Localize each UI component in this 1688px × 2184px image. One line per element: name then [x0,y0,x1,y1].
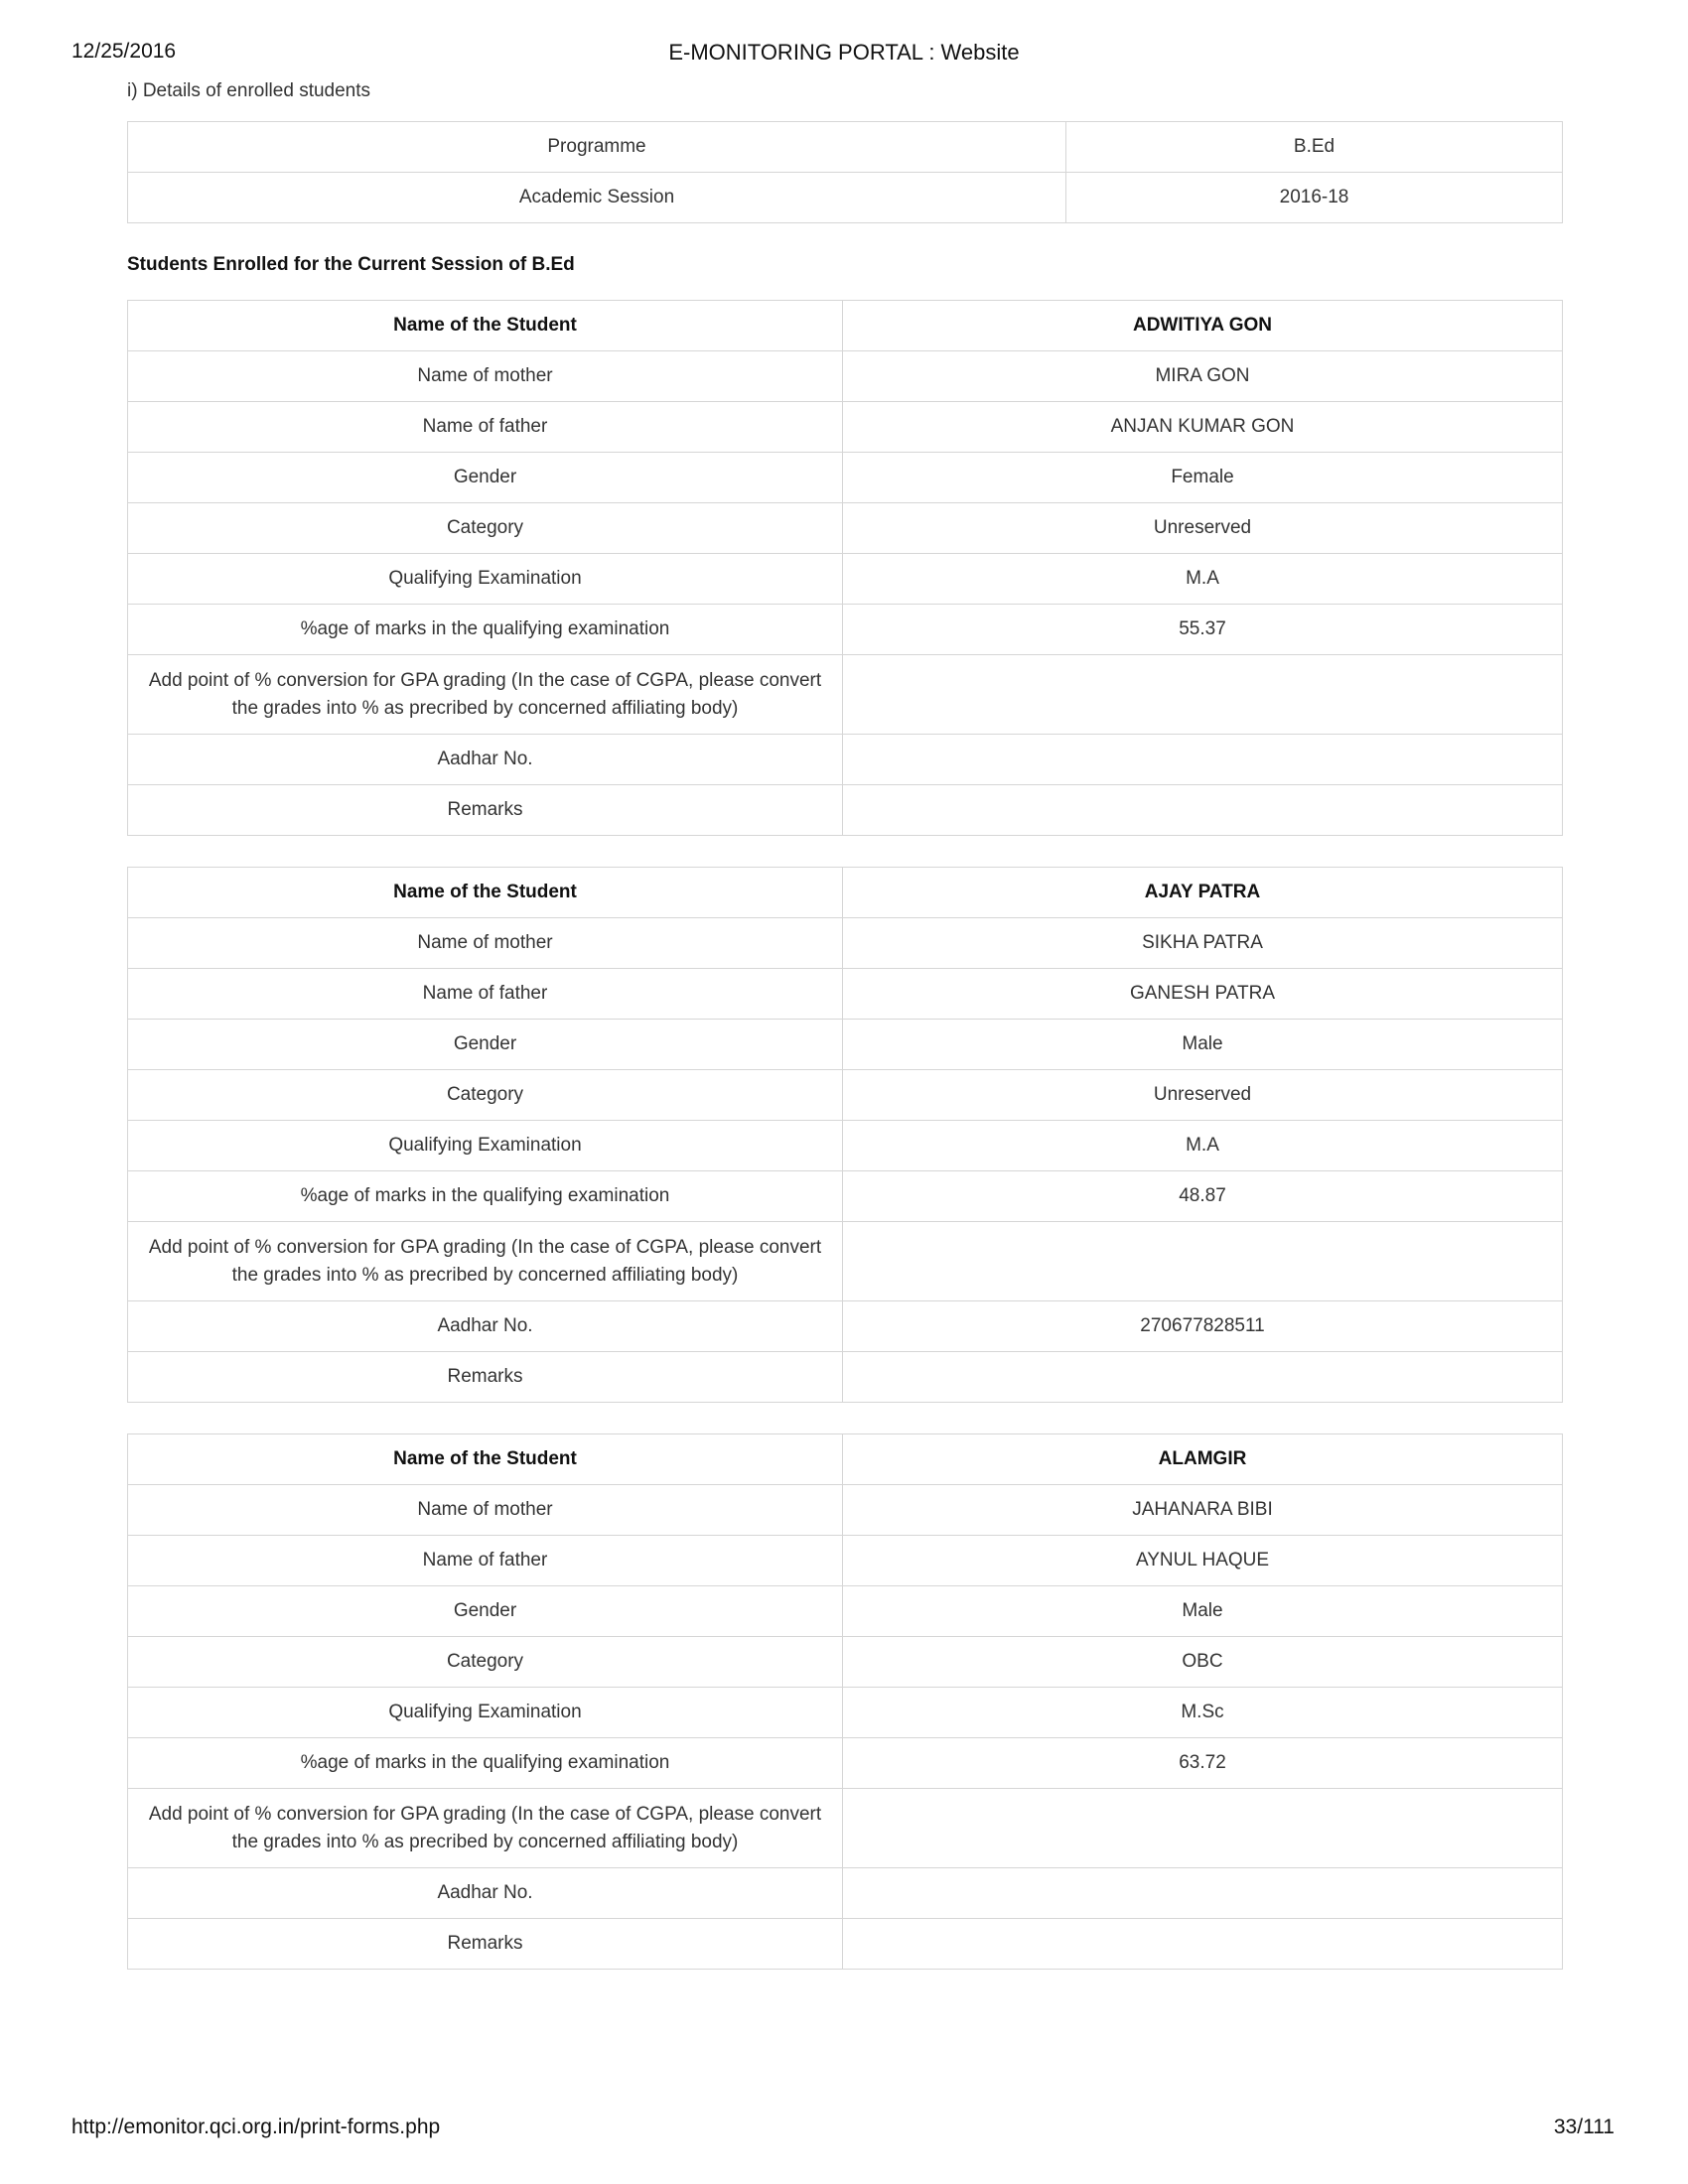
marks-row [128,605,1563,655]
gpa-value [843,655,1563,735]
programme-row [128,122,1563,173]
marks-row [128,1738,1563,1789]
marks-label: %age of marks in the qualifying examination [128,605,843,655]
qualifying-label: Qualifying Examination [128,1121,843,1171]
mother-label: Name of mother [128,918,843,969]
father-label: Name of father [128,969,843,1020]
father-row [128,402,1563,453]
page-number: 33/111 [1553,2116,1615,2138]
academic-session-label: Academic Session [128,173,1066,223]
aadhar-row [128,1301,1563,1352]
mother-value: JAHANARA BIBI [843,1485,1563,1536]
gpa-label: Add point of % conversion for GPA grading (In the case of CGPA, please convert the grades into % as precribed by concerned affiliating body) [128,1789,843,1868]
qualifying-value: M.A [843,554,1563,605]
category-label: Category [128,503,843,554]
student-name-row [128,301,1563,351]
aadhar-value [843,1868,1563,1919]
remarks-value [843,785,1563,836]
marks-value: 55.37 [843,605,1563,655]
student-table [127,867,1563,1403]
father-value: ANJAN KUMAR GON [843,402,1563,453]
marks-label: %age of marks in the qualifying examination [128,1738,843,1789]
mother-row [128,351,1563,402]
father-row [128,1536,1563,1586]
gpa-label: Add point of % conversion for GPA grading (In the case of CGPA, please convert the grades into % as precribed by concerned affiliating body) [128,1222,843,1301]
gender-value: Female [843,453,1563,503]
print-date: 12/25/2016 [71,40,177,63]
father-label: Name of father [128,1536,843,1586]
student-name-label: Name of the Student [128,1434,843,1485]
students-heading: Students Enrolled for the Current Session of B.Ed [127,254,575,275]
aadhar-label: Aadhar No. [128,1301,843,1352]
student-name-value: ADWITIYA GON [843,301,1563,351]
qualifying-row [128,1121,1563,1171]
student-name-row [128,868,1563,918]
academic-session-value: 2016-18 [1066,173,1563,223]
marks-value: 48.87 [843,1171,1563,1222]
gender-label: Gender [128,453,843,503]
qualifying-value: M.Sc [843,1688,1563,1738]
student-table [127,1433,1563,1970]
student-name-label: Name of the Student [128,868,843,918]
student-name-value: AJAY PATRA [843,868,1563,918]
mother-row [128,1485,1563,1536]
father-value: AYNUL HAQUE [843,1536,1563,1586]
student-name-label: Name of the Student [128,301,843,351]
mother-label: Name of mother [128,1485,843,1536]
remarks-row [128,1352,1563,1403]
programme-value: B.Ed [1066,122,1563,173]
programme-label: Programme [128,122,1066,173]
remarks-label: Remarks [128,1352,843,1403]
remarks-label: Remarks [128,785,843,836]
marks-row [128,1171,1563,1222]
qualifying-label: Qualifying Examination [128,1688,843,1738]
qualifying-row [128,554,1563,605]
mother-value: SIKHA PATRA [843,918,1563,969]
category-row [128,1070,1563,1121]
remarks-row [128,785,1563,836]
gender-row [128,1020,1563,1070]
gpa-row [128,655,1563,735]
gender-row [128,1586,1563,1637]
academic-session-row [128,173,1563,223]
qualifying-row [128,1688,1563,1738]
mother-value: MIRA GON [843,351,1563,402]
aadhar-value: 270677828511 [843,1301,1563,1352]
gpa-label: Add point of % conversion for GPA grading (In the case of CGPA, please convert the grades into % as precribed by concerned affiliating body) [128,655,843,735]
category-value: OBC [843,1637,1563,1688]
gpa-row [128,1789,1563,1868]
gender-value: Male [843,1586,1563,1637]
father-label: Name of father [128,402,843,453]
gpa-value [843,1222,1563,1301]
footer-url[interactable]: http://emonitor.qci.org.in/print-forms.php [71,2116,441,2138]
student-table [127,300,1563,836]
father-row [128,969,1563,1020]
aadhar-row [128,1868,1563,1919]
category-row [128,1637,1563,1688]
father-value: GANESH PATRA [843,969,1563,1020]
student-name-value: ALAMGIR [843,1434,1563,1485]
remarks-value [843,1352,1563,1403]
aadhar-row [128,735,1563,785]
gpa-row [128,1222,1563,1301]
gender-label: Gender [128,1020,843,1070]
page-title: E-MONITORING PORTAL : Website [668,40,1020,65]
gpa-value [843,1789,1563,1868]
gender-label: Gender [128,1586,843,1637]
qualifying-value: M.A [843,1121,1563,1171]
remarks-label: Remarks [128,1919,843,1970]
mother-row [128,918,1563,969]
category-label: Category [128,1637,843,1688]
gender-value: Male [843,1020,1563,1070]
category-value: Unreserved [843,1070,1563,1121]
category-label: Category [128,1070,843,1121]
remarks-row [128,1919,1563,1970]
programme-table [127,121,1563,223]
section-label: i) Details of enrolled students [127,80,371,101]
remarks-value [843,1919,1563,1970]
mother-label: Name of mother [128,351,843,402]
aadhar-label: Aadhar No. [128,1868,843,1919]
student-name-row [128,1434,1563,1485]
marks-label: %age of marks in the qualifying examination [128,1171,843,1222]
aadhar-label: Aadhar No. [128,735,843,785]
category-value: Unreserved [843,503,1563,554]
gender-row [128,453,1563,503]
marks-value: 63.72 [843,1738,1563,1789]
aadhar-value [843,735,1563,785]
category-row [128,503,1563,554]
qualifying-label: Qualifying Examination [128,554,843,605]
